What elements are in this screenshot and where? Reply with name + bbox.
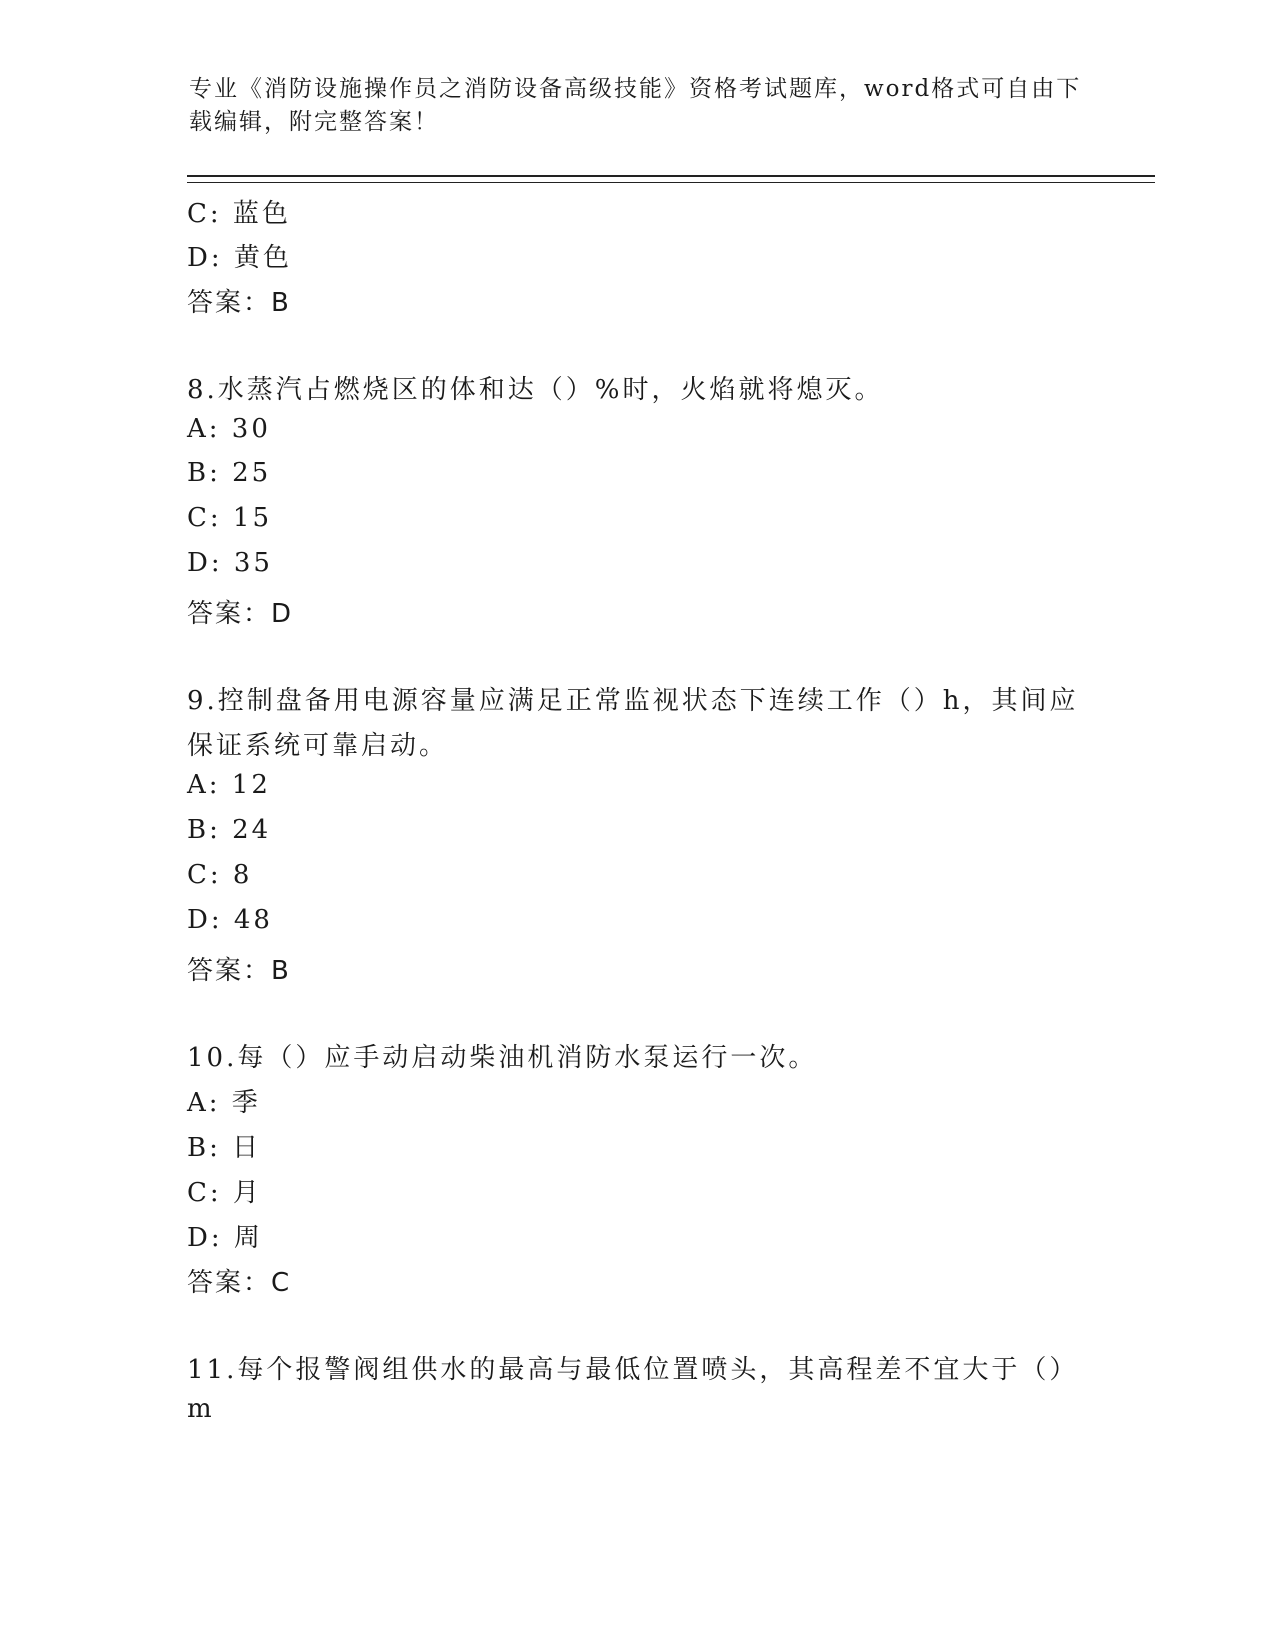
- q9-stem-line-2: 保证系统可靠启动。: [187, 731, 449, 761]
- q10-option-c: C: 月: [187, 1178, 262, 1208]
- q9-answer: 答案：B: [187, 956, 291, 986]
- q9-option-a: A: 12: [187, 770, 271, 800]
- header-line-1: 专业《消防设施操作员之消防设备高级技能》资格考试题库，word格式可自由下: [189, 76, 1082, 102]
- header-line-2: 载编辑，附完整答案！: [189, 109, 439, 135]
- q10-option-d: D: 周: [187, 1223, 263, 1253]
- header-rule-thick: [187, 175, 1155, 177]
- q8-stem: 8.水蒸汽占燃烧区的体和达（）%时，火焰就将熄灭。: [187, 375, 884, 405]
- q10-option-a: A: 季: [187, 1088, 261, 1118]
- q9-option-b: B: 24: [187, 815, 272, 845]
- q8-option-a: A: 30: [187, 414, 271, 444]
- q10-option-b: B: 日: [187, 1133, 262, 1163]
- q7-answer: 答案：B: [187, 288, 291, 318]
- q9-option-c: C: 8: [187, 860, 253, 890]
- document-header: [189, 73, 1089, 139]
- q9-option-d: D: 48: [187, 905, 273, 935]
- q11-stem-line-2: m: [187, 1394, 215, 1424]
- q11-stem-line-1: 11.每个报警阀组供水的最高与最低位置喷头，其高程差不宜大于（）: [187, 1355, 1079, 1385]
- q8-answer: 答案：D: [187, 599, 294, 629]
- q7-option-d: D: 黄色: [187, 243, 292, 273]
- q10-stem: 10.每（）应手动启动柴油机消防水泵运行一次。: [187, 1043, 818, 1073]
- q8-option-c: C: 15: [187, 503, 273, 533]
- q7-option-c: C: 蓝色: [187, 199, 291, 229]
- q8-option-d: D: 35: [187, 548, 273, 578]
- q10-answer: 答案：C: [187, 1268, 292, 1298]
- q8-option-b: B: 25: [187, 458, 272, 488]
- header-rule-thin: [187, 182, 1155, 183]
- q9-stem-line-1: 9.控制盘备用电源容量应满足正常监视状态下连续工作（）h，其间应: [187, 686, 1079, 716]
